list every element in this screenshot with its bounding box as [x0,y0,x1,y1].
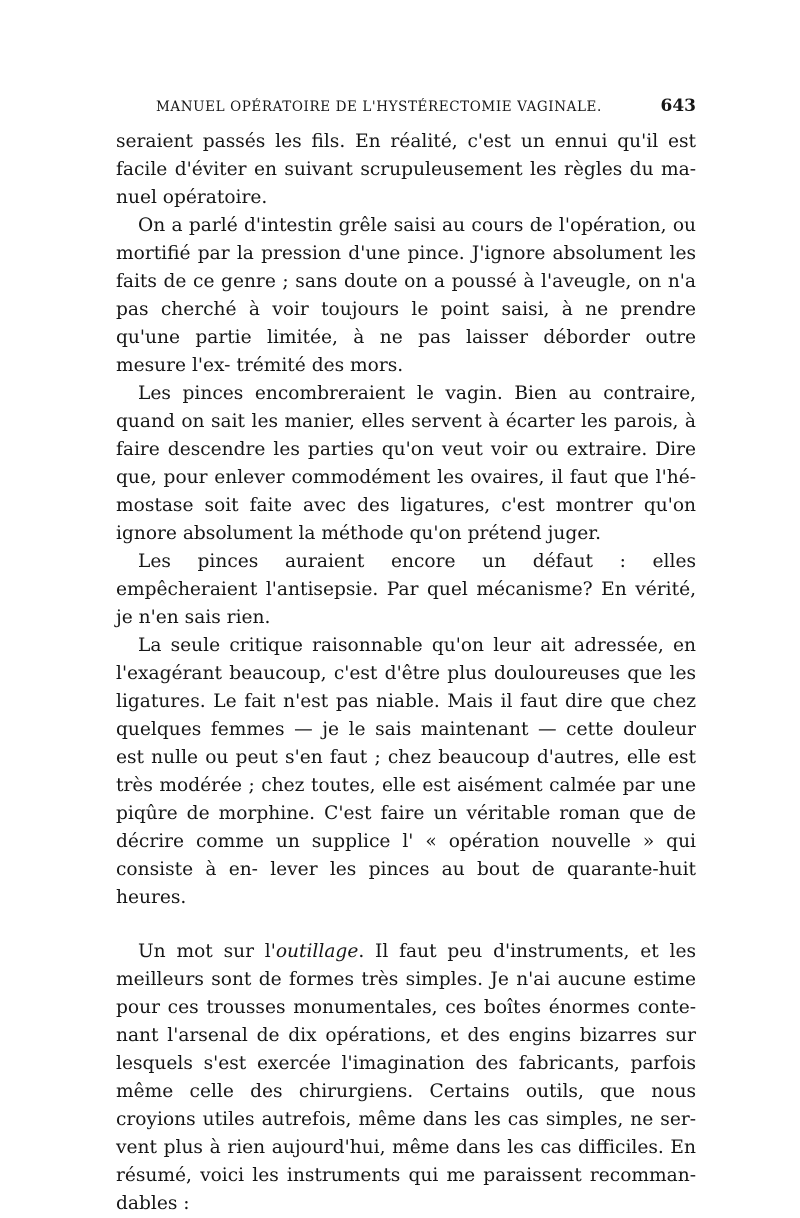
book-page [116,96,696,1218]
paragraph-intestin: On a parlé d'intestin grêle saisi au cours de l'opération, ou mortifié par la pression d'une pince. J'ignore absolument les faits de ce genre ; sans doute on a poussé à l'aveugle, on n'a pas cherché à voir toujours le point saisi, à ne prendre qu'une partie limitée, à ne pas laisser déborder outre mesure l'ex- trémité des mors. [116,215,696,376]
outillage-rest: . Il faut peu d'instruments, et les meilleurs sont de formes très simples. Je n'ai aucune estime pour ces trousses monumentales, ces boîtes énormes conte- nant l'arsenal de dix opérations, et des engins bizarres sur lesquels s'est exercée l'imagination des fabricants, parfois même celle des chirurgiens. Certains outils, que nous croyions utiles autrefois, même dans les cas simples, ne ser- vent plus à rien aujourd'hui, même dans les cas difficiles. En résumé, voici les instruments qui me paraissent recomman- dables : [116,941,697,1214]
outillage-emphasis: outillage [275,941,359,962]
outillage-lead: Un mot sur l' [138,941,276,962]
running-title: MANUEL OPÉRATOIRE DE L'HYSTÉRECTOMIE VAGINALE. [156,99,602,115]
section-gap [116,912,696,938]
paragraph-outillage [116,938,696,1218]
running-header [156,96,696,122]
page-number: 643 [660,96,696,116]
paragraph-critique: La seule critique raisonnable qu'on leur ait adressée, en l'exagérant beaucoup, c'est d'être plus douloureuses que les ligatures. Le fait n'est pas niable. Mais il faut dire que chez quelques femmes — je le sais maintenant — cette douleur est nulle ou peut s'en faut ; chez beaucoup d'autres, elle est très modérée ; chez toutes, elle est aisément calmée par une piqûre de morphine. C'est faire un véritable roman que de décrire comme un supplice l' « opération nouvelle » qui consiste à en- lever les pinces au bout de quarante-huit heures. [116,635,696,908]
paragraph-pinces-vagin: Les pinces encombreraient le vagin. Bien au contraire, quand on sait les manier, elles servent à écarter les parois, à faire descendre les parties qu'on veut voir ou extraire. Dire que, pour enlever commodément les ovaires, il faut que l'hé- mostase soit faite avec des ligatures, c'est montrer qu'on ignore absolument la méthode qu'on prétend juger. [116,383,696,544]
paragraph-antisepsie: Les pinces auraient encore un défaut : elles empêcheraient l'antisepsie. Par quel mécanisme? En vérité, je n'en sais rien. [116,551,696,628]
paragraph-continuation: seraient passés les fils. En réalité, c'est un ennui qu'il est facile d'éviter en suivant scrupuleusement les règles du ma- nuel opératoire. [116,131,696,208]
